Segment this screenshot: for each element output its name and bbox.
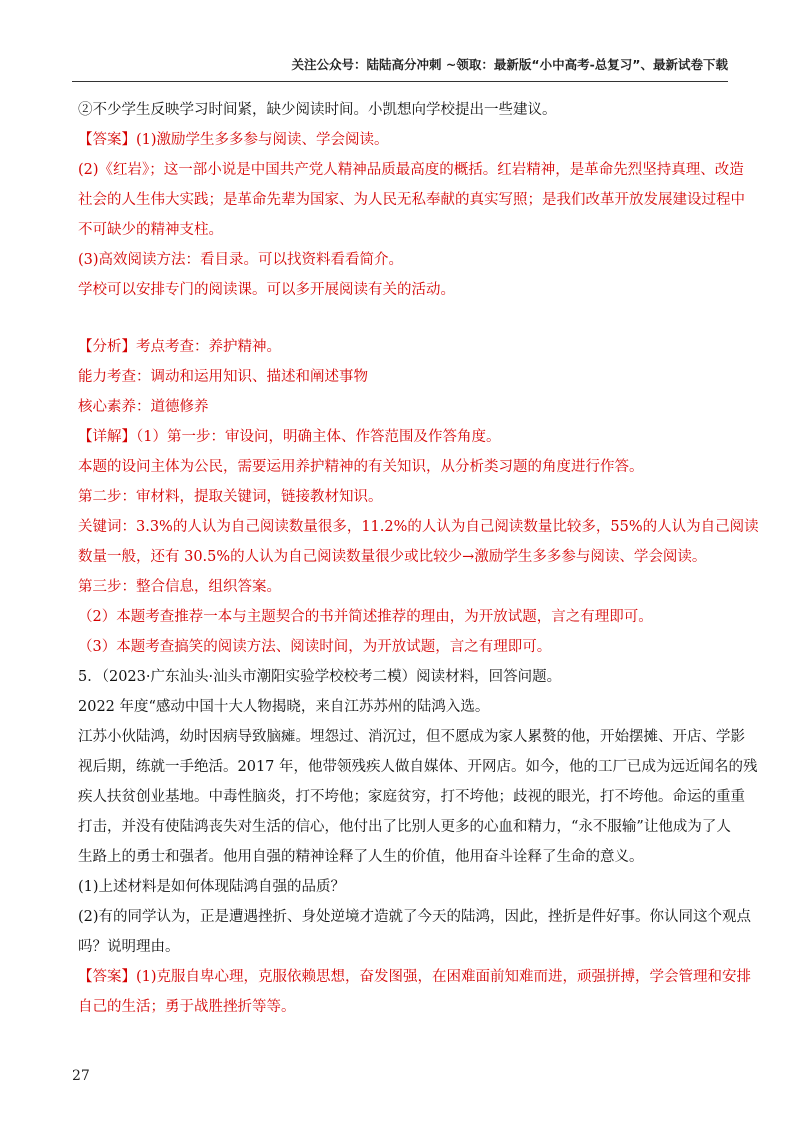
analysis-line: 能力考查：调动和运用知识、描述和阐述事物: [78, 369, 368, 385]
material-line: 视后期，练就一手绝活。2017 年，他带领残疾人做自媒体、开网店。如今，他的工厂已成为远近闻名的残: [78, 759, 758, 775]
page-number: 27: [72, 1068, 90, 1084]
question-line: 吗？说明理由。: [78, 939, 180, 955]
header-rule: [72, 81, 728, 82]
detail-line: 本题的设问主体为公民，需要运用养护精神的有关知识，从分析类习题的角度进行作答。: [78, 459, 644, 475]
detail-line: 第二步：审材料，提取关键词，链接教材知识。: [78, 489, 383, 505]
answer-line: 自己的生活；勇于战胜挫折等等。: [78, 999, 296, 1015]
answer-line: (3)高效阅读方法：看目录。可以找资料看看简介。: [78, 252, 404, 268]
spacer: [78, 305, 728, 332]
question-line: (1)上述材料是如何体现陆鸿自强的品质？: [78, 879, 346, 895]
detail-line: （3）本题考查搞笑的阅读方法、阅读时间，为开放试题，言之有理即可。: [78, 639, 552, 655]
answer-line: (2)《红岩》；这一部小说是中国共产党人精神品质最高度的概括。红岩精神，是革命先烈坚持真理、改造: [78, 162, 744, 178]
answer-line: 【答案】(1)克服自卑心理，克服依赖思想，奋发图强，在困难面前知难而进，顽强拼搏，学会管理和安排: [78, 969, 752, 985]
analysis-line: 【分析】考点考查：养护精神。: [78, 339, 281, 355]
answer-line: 不可缺少的精神支柱。: [78, 222, 223, 238]
material-line: 2022 年度“感动中国十大人物揭晓，来自江苏苏州的陆鸿入选。: [78, 699, 490, 715]
document-body: [78, 95, 759, 1022]
detail-line: 【详解】（1）第一步：审设问，明确主体、作答范围及作答角度。: [78, 429, 501, 445]
page-header: 关注公众号：陆陆高分冲刺 ~领取：最新版“小中高考-总复习”、最新试卷下载: [291, 57, 728, 72]
detail-line: 关键词：3.3%的人认为自己阅读数量很多，11.2%的人认为自己阅读数量比较多，55%的人认为自己阅读: [78, 519, 759, 535]
text-line: ②不少学生反映学习时间紧，缺少阅读时间。小凯想向学校提出一些建议。: [78, 102, 557, 118]
answer-line: 社会的人生伟大实践；是革命先辈为国家、为人民无私奉献的真实写照；是我们改革开放发展建设过程中: [78, 192, 745, 208]
material-line: 打击，并没有使陆鸿丧失对生活的信心，他付出了比别人更多的心血和精力，“永不服输”让他成为了人: [78, 819, 731, 835]
material-line: 江苏小伙陆鸿，幼时因病导致脑瘫。埋怨过、消沉过，但不愿成为家人累赘的他，开始摆摊、开店、学影: [78, 729, 745, 745]
detail-line: （2）本题考查推荐一本与主题契合的书并简述推荐的理由，为开放试题，言之有理即可。: [78, 609, 653, 625]
question-title: 5．（2023·广东汕头·汕头市潮阳实验学校校考二模）阅读材料，回答问题。: [78, 669, 562, 685]
detail-line: 第三步：整合信息，组织答案。: [78, 579, 281, 595]
material-line: 疾人扶贫创业基地。中毒性脑炎，打不垮他；家庭贫穷，打不垮他；歧视的眼光，打不垮他。命运的重重: [78, 789, 745, 805]
detail-line: 数量一般，还有 30.5%的人认为自己阅读数量很少或比较少→激励学生多多参与阅读、学会阅读。: [78, 549, 707, 565]
analysis-line: 核心素养：道德修养: [78, 399, 209, 415]
answer-line: 【答案】(1)激励学生多多参与阅读、学会阅读。: [78, 132, 389, 148]
question-line: (2)有的同学认为，正是遭遇挫折、身处逆境才造就了今天的陆鸿，因此，挫折是件好事。你认同这个观点: [78, 909, 752, 925]
answer-line: 学校可以安排专门的阅读课。可以多开展阅读有关的活动。: [78, 282, 455, 298]
material-line: 生路上的勇士和强者。他用自强的精神诠释了人生的价值，他用奋斗诠释了生命的意义。: [78, 849, 644, 865]
